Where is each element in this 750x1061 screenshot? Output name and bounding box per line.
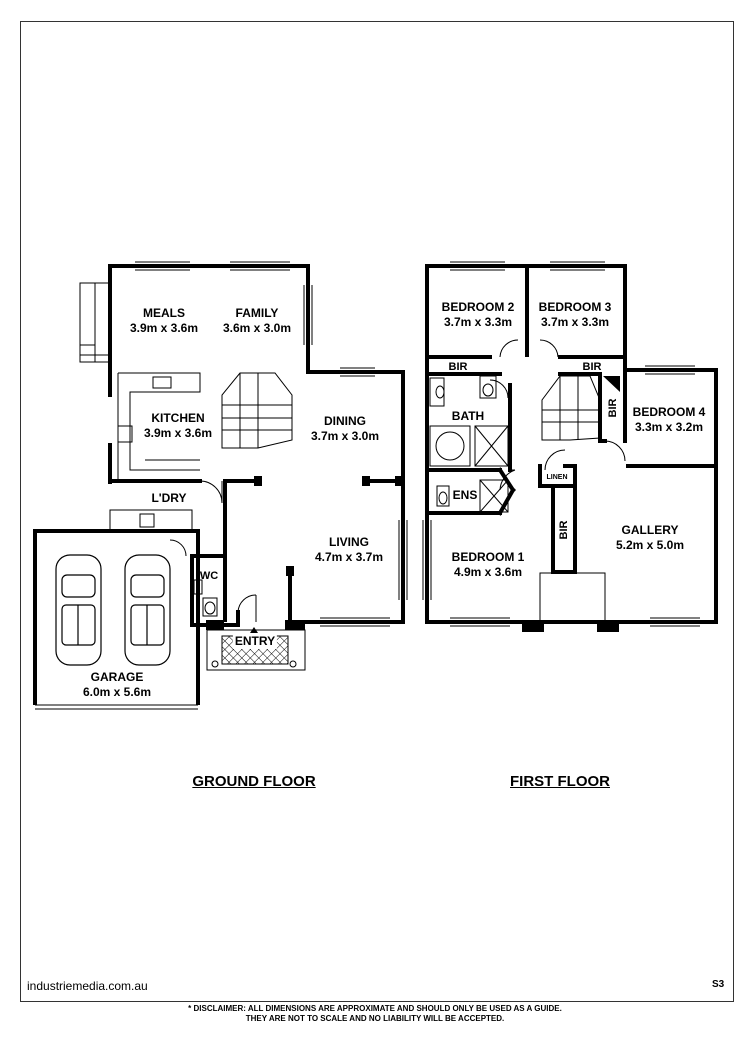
room-label-bir-vertical: BIR (607, 398, 619, 418)
room-name: BEDROOM 2 (441, 300, 515, 314)
room-name: GALLERY (621, 523, 679, 537)
first-floor-title: FIRST FLOOR (510, 773, 610, 790)
room-label-bedroom-4 (633, 405, 706, 435)
room-size: 3.9m x 3.6m (143, 426, 213, 440)
room-name: GARAGE (90, 670, 144, 684)
room-label-bir-gallery: BIR (558, 520, 570, 540)
room-label-bir-right (583, 360, 602, 375)
room-name: BATH (451, 409, 485, 423)
room-name: ENS (452, 488, 478, 502)
room-name: BEDROOM 4 (632, 405, 706, 419)
room-name: FAMILY (235, 306, 279, 320)
room-name: BIR (448, 361, 468, 373)
disclaimer-line-1: * DISCLAIMER: ALL DIMENSIONS ARE APPROXIMATE AND SHOULD ONLY BE USED AS A GUIDE. (188, 1004, 562, 1013)
room-label-gallery (616, 523, 684, 553)
room-name: KITCHEN (151, 411, 205, 425)
room-label-bedroom-3 (539, 300, 612, 330)
room-size: 3.6m x 3.0m (222, 321, 292, 335)
room-label-entry (233, 634, 277, 649)
room-size: 3.3m x 3.2m (634, 420, 704, 434)
room-label-linen (547, 473, 568, 482)
room-size: 3.7m x 3.0m (310, 429, 380, 443)
room-name: BIR (582, 361, 602, 373)
room-label-bedroom-2 (442, 300, 515, 330)
room-label-living (315, 535, 383, 565)
room-size: 3.7m x 3.3m (443, 315, 513, 329)
room-name: L'DRY (151, 491, 187, 505)
room-name: LIVING (328, 535, 370, 549)
room-label-bir-left (449, 360, 468, 375)
disclaimer (0, 1004, 750, 1024)
room-label-meals (130, 306, 198, 336)
room-label-garage (83, 670, 151, 700)
room-name: MEALS (142, 306, 185, 320)
room-name: LINEN (546, 474, 568, 481)
car-icon-left (56, 555, 101, 665)
ground-floor-title: GROUND FLOOR (192, 773, 316, 790)
sheet-code: S3 (712, 979, 725, 990)
room-name: ENTRY (234, 634, 276, 648)
room-name: DINING (323, 414, 366, 428)
room-label-ens (453, 488, 478, 503)
room-name: BEDROOM 1 (451, 550, 525, 564)
room-label-dining (311, 414, 379, 444)
room-size: 4.7m x 3.7m (314, 550, 384, 564)
room-size: 3.7m x 3.3m (540, 315, 610, 329)
room-name: WC (199, 570, 219, 582)
room-label-bath (452, 409, 484, 424)
room-size: 6.0m x 5.6m (82, 685, 152, 699)
website-text: industriemedia.com.au (27, 979, 148, 993)
room-label-kitchen (144, 411, 212, 441)
room-label-laundry (151, 491, 186, 506)
room-size: 3.9m x 3.6m (129, 321, 199, 335)
room-label-bedroom-1 (452, 550, 525, 580)
disclaimer-line-2: THEY ARE NOT TO SCALE AND NO LIABILITY WILL BE ACCEPTED. (245, 1014, 505, 1023)
room-label-family (223, 306, 291, 336)
room-name: BEDROOM 3 (538, 300, 612, 314)
car-icon-right (125, 555, 170, 665)
room-size: 5.2m x 5.0m (615, 538, 685, 552)
room-size: 4.9m x 3.6m (453, 565, 523, 579)
room-label-wc (200, 569, 218, 584)
